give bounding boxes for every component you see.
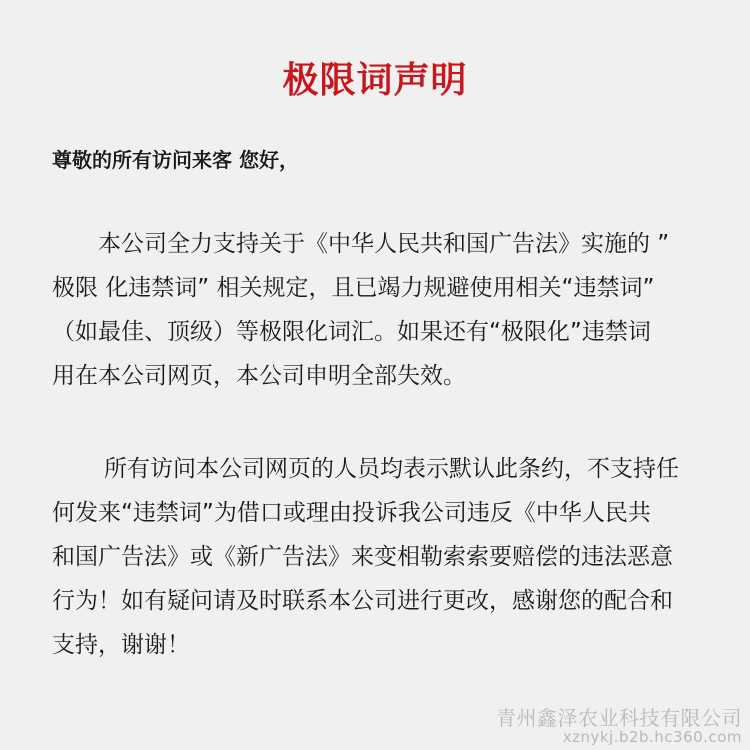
paragraph-line: （如最佳、顶级）等极限化词汇。如果还有“极限化”违禁词 — [52, 319, 651, 345]
page-title: 极限词声明 — [282, 60, 468, 101]
greeting: 尊敬的所有访问来客 您好， — [52, 148, 299, 172]
statement-paragraph-2 — [52, 447, 712, 667]
paragraph-line: 用在本公司网页，本公司申明全部失效。 — [52, 363, 466, 389]
paragraph-line: 行为！如有疑问请及时联系本公司进行更改，感谢您的配合和 — [52, 588, 673, 614]
paragraph-line: 何发来“违禁词”为借口或理由投诉我公司违反《中华人民共 — [52, 500, 651, 526]
paragraph-line: 和国广告法》或《新广告法》来变相勒索索要赔偿的违法恶意 — [52, 544, 673, 570]
paragraph-line: 所有访问本公司网页的人员均表示默认此条约，不支持任 — [104, 456, 679, 482]
footer-url: xznykj.b2b.hc360.com — [562, 728, 742, 746]
paragraph-line: 极限 化违禁词” 相关规定，且已竭力规避使用相关“违禁词” — [52, 275, 655, 301]
footer-company-name: 青州鑫泽农业科技有限公司 — [496, 706, 742, 730]
paragraph-line: 本公司全力支持关于《中华人民共和国广告法》实施的 ” — [98, 231, 670, 257]
statement-paragraph-1 — [52, 222, 712, 398]
paragraph-line: 支持，谢谢！ — [52, 632, 190, 658]
